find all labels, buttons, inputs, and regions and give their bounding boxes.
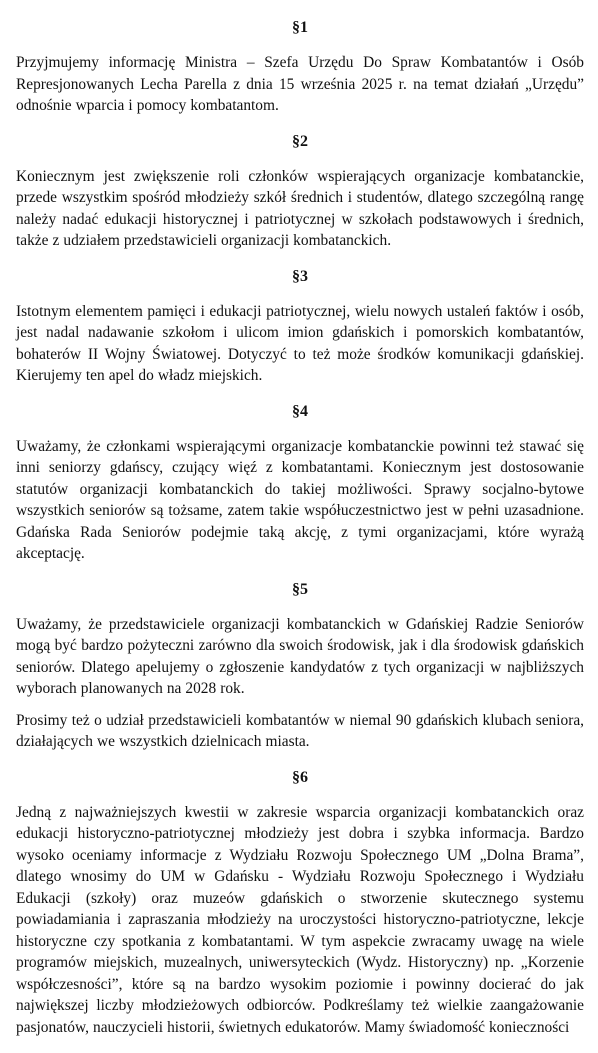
section-4 (16, 402, 584, 565)
section-5 (16, 580, 584, 753)
section-6 (16, 768, 584, 1039)
section-2 (16, 132, 584, 252)
section-paragraph: Przyjmujemy informację Ministra – Szefa Urzędu Do Spraw Kombatantów i Osób Represjonowanych Lecha Parella z dnia 15 września 2025 r. na temat działań „Urzędu” odnośnie wparcia i pomocy kombatantom. (16, 54, 584, 114)
section-paragraph: Uważamy, że przedstawiciele organizacji kombatanckich w Gdańskiej Radzie Seniorów mogą być bardzo pożyteczni zarówno dla swoich środowisk, jak i dla środowisk gdańskich seniorów. Dlatego apelujemy o zgłoszenie kandydatów z tych organizacji w najbliższych wyborach planowanych na 2028 rok. (16, 615, 584, 697)
section-paragraph: Istotnym elementem pamięci i edukacji patriotycznej, wielu nowych ustaleń faktów i osób, jest nadal nadawanie szkołom i ulicom imion gdańskich i pomorskich kombatantów, bohaterów II Wojny Światowej. Dotyczyć to też może środków komunikacji gdańskiej. Kierujemy ten apel do władz miejskich. (16, 302, 584, 384)
section-heading: §1 (292, 19, 308, 36)
section-heading: §3 (292, 267, 308, 285)
section-paragraph: Jedną z najważniejszych kwestii w zakresie wsparcia organizacji kombatanckich oraz edukacji historyczno-patriotycznej młodzieży jest dobra i szybka informacja. Bardzo wysoko oceniamy informacje z Wydziału Rozwoju Społecznego UM „Dolna Brama”, dlatego wnosimy do UM w Gdańsku - Wydziału Rozwoju Społecznego i Wydziału Edukacji (szkoły) oraz muzeów gdańskich o stworzenie skutecznego systemu powiadamiania i zapraszania młodzieży na uroczystości historyczno-patriotyczne, lekcje historyczne czy spotkania z kombatantami. W tym aspekcie zwracamy uwagę na wiele programów miejskich, muzealnych, uniwersyteckich (Wydz. Historyczny) np. „Korzenie współczesności”, które są na bardzo wysokim poziomie i powinny docierać do jak największej liczby młodzieżowych odbiorców. Podkreślamy też wielkie zaangażowanie pasjonatów, nauczycieli historii, świetnych edukatorów. Mamy świadomość konieczności (16, 803, 584, 1036)
section-heading: §4 (292, 402, 308, 420)
document-page (16, 18, 584, 1053)
section-heading: §5 (292, 580, 308, 598)
section-3 (16, 267, 584, 387)
section-paragraph: Koniecznym jest zwiększenie roli członków wspierających organizacje kombatanckie, przede wszystkim spośród młodzieży szkół średnich i studentów, dlatego szczególną rangę należy nadać edukacji historycznej i patriotycznej w szkołach podstawowych i średnich, także z udziałem przedstawicieli organizacji kombatanckich. (16, 167, 584, 249)
section-paragraph: Prosimy też o udział przedstawicieli kombatantów w niemal 90 gdańskich klubach seniora, działających we wszystkich dzielnicach miasta. (16, 711, 584, 750)
section-1 (16, 18, 584, 117)
section-paragraph: Uważamy, że członkami wspierającymi organizacje kombatanckie powinni też stawać się inni seniorzy gdańscy, czujący więź z kombatantami. Koniecznym jest dostosowanie statutów organizacji kombatanckich do takiej możliwości. Sprawy socjalno-bytowe wszystkich seniorów są tożsame, zatem takie współuczestnictwo jest w pełni uzasadnione. Gdańska Rada Seniorów podejmie taką akcję, z tymi organizacjami, które wyrażą akceptację. (16, 437, 584, 562)
section-heading: §2 (292, 132, 308, 150)
section-heading: §6 (292, 768, 308, 786)
